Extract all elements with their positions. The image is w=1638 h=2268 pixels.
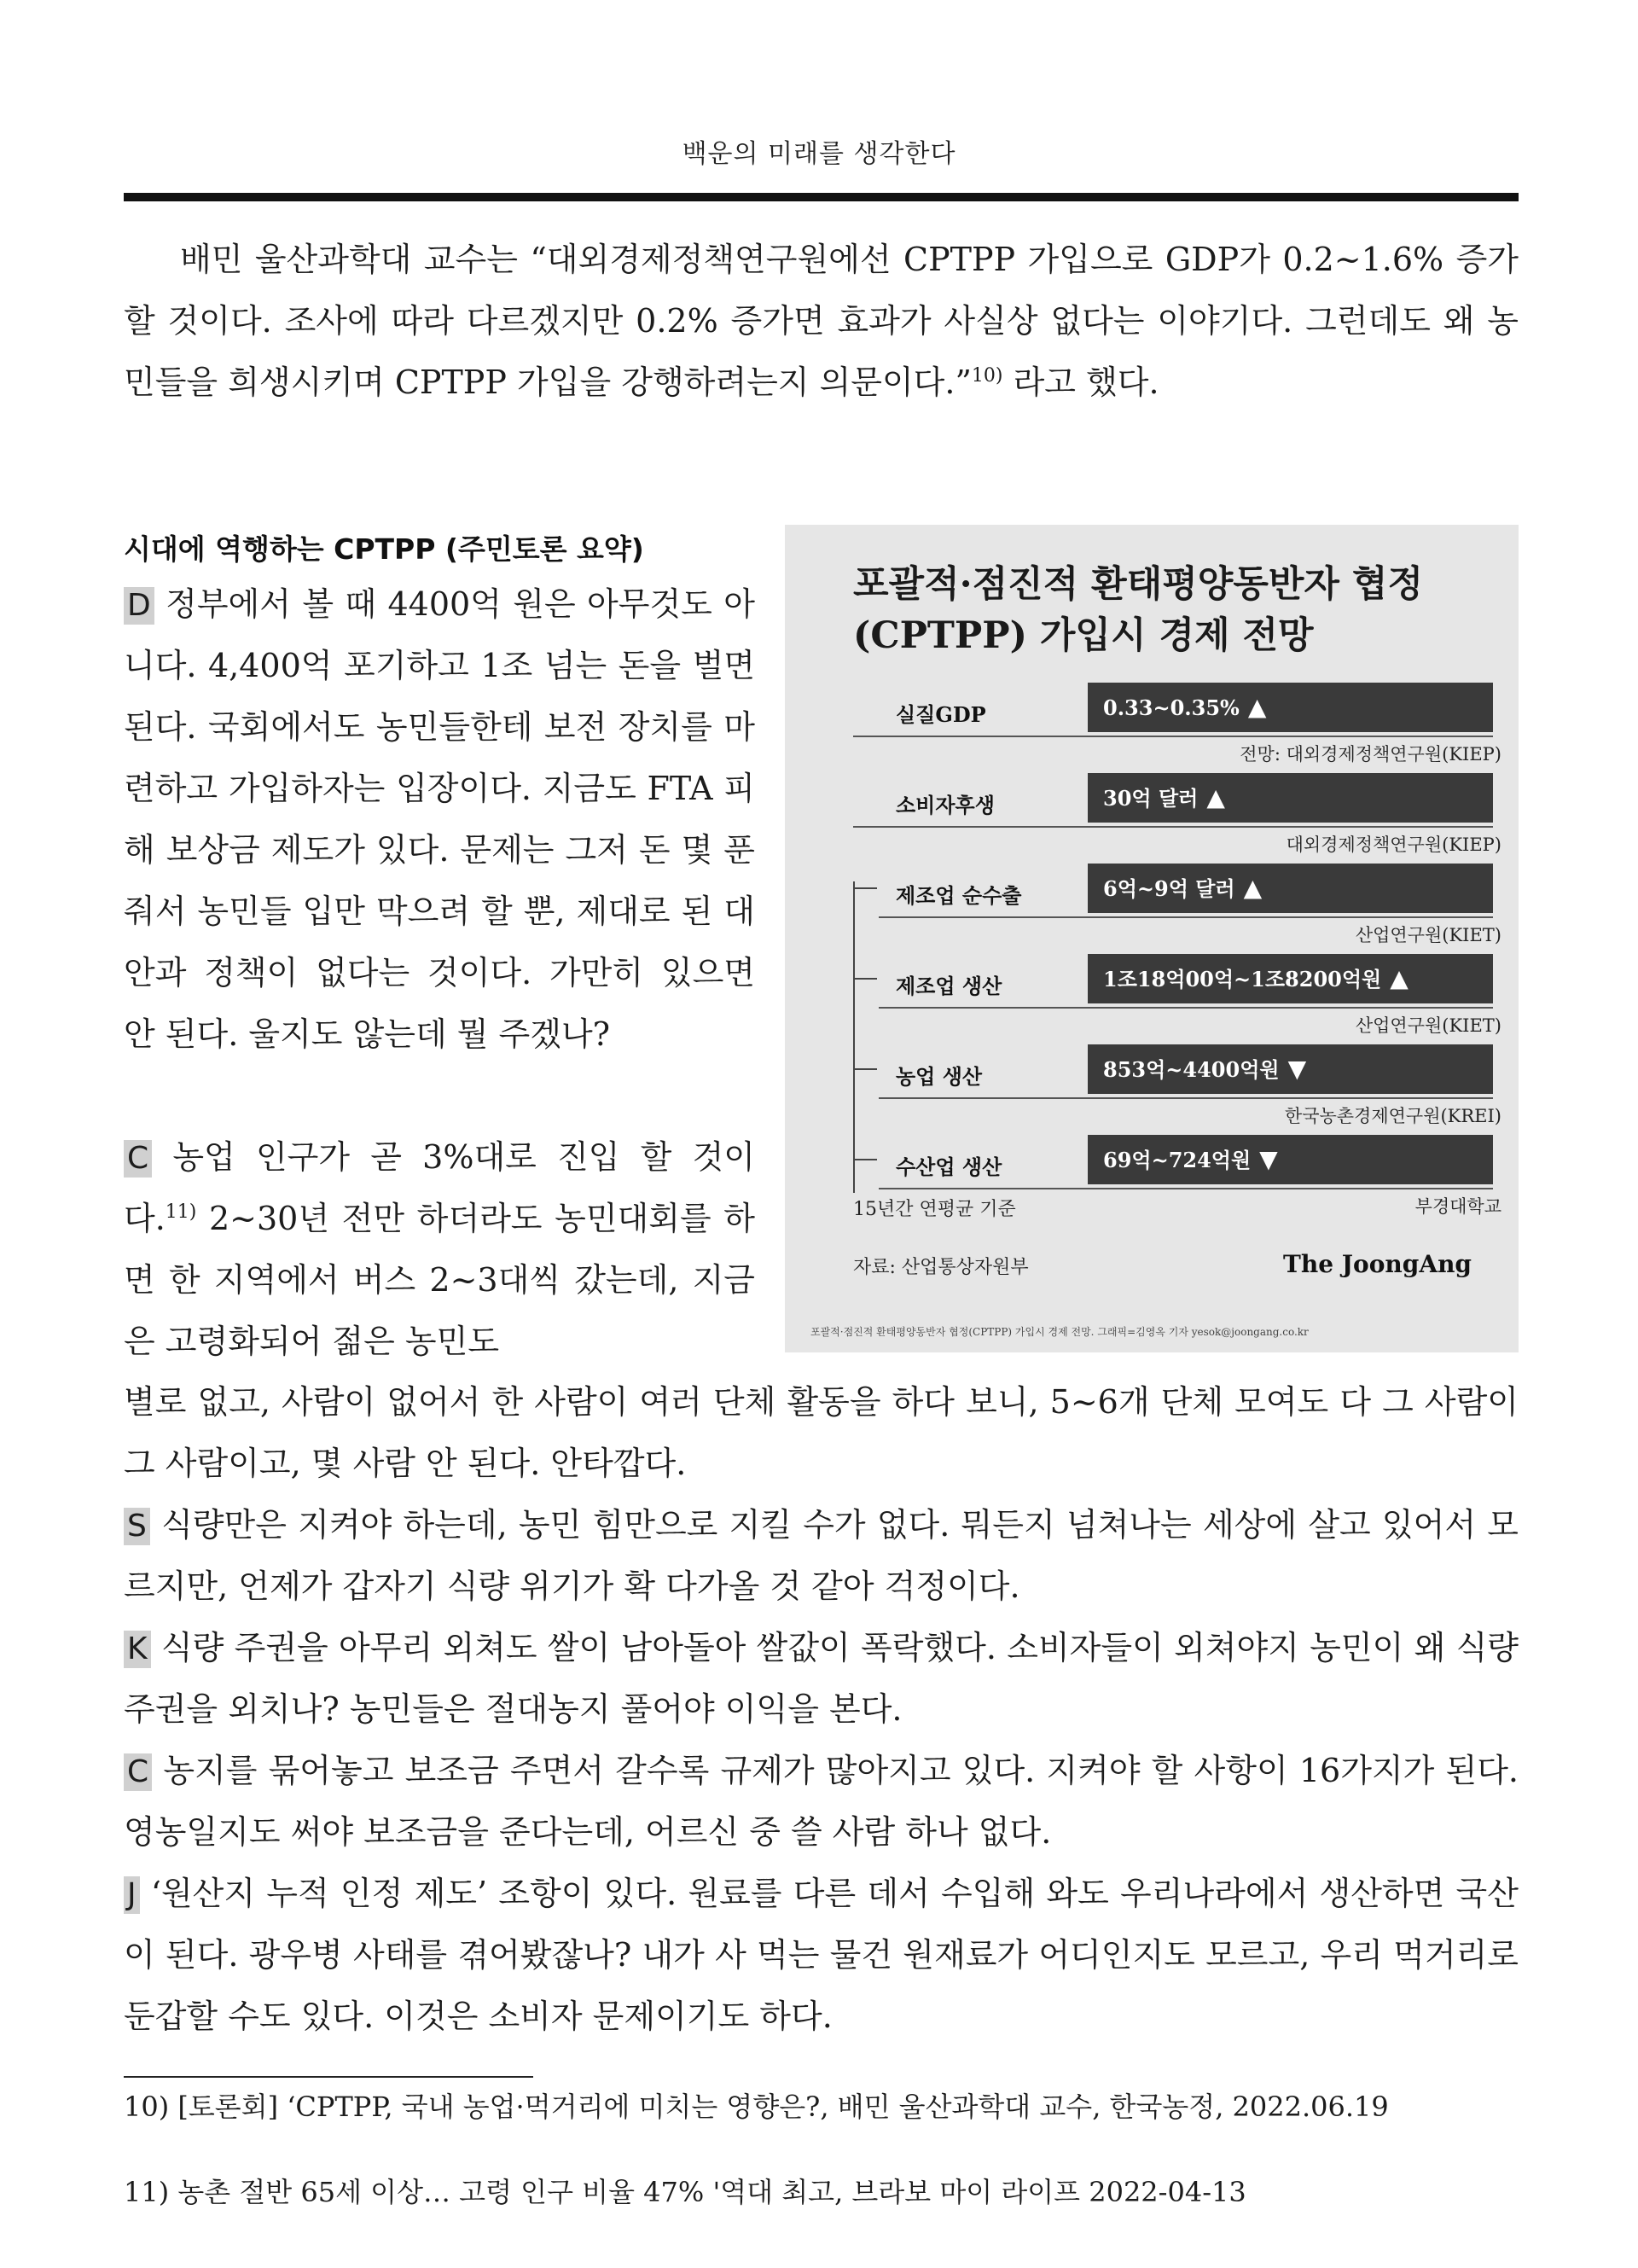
section-heading: 시대에 역행하는 CPTPP (주민토론 요약) [124,532,644,566]
footnote-text: [토론회] ‘CPTPP, 국내 농업·먹거리에 미치는 영향은?, 배민 울산과학대 교수, 한국농정, 2022.06.19 [177,2091,1389,2123]
dialogue-text: 농업 인구가 곧 3%대로 진입 할 것이다. [124,1138,755,1237]
dialogue-s [124,1494,1519,1617]
row-source: 대외경제정책연구원(KIEP) [1286,835,1502,855]
footnote-number: 11) [124,2176,170,2208]
row-source: 산업연구원(KIET) [1355,1015,1502,1036]
row-divider [879,1097,1493,1099]
figure-title [853,559,1502,661]
intro-end: 라고 했다. [1013,363,1159,401]
figure-note: 15년간 연평균 기준 [853,1199,1016,1220]
speaker-badge: C [124,1753,152,1791]
dialogue-text: 식량 주권을 아무리 외쳐도 쌀이 남아돌아 쌀값이 폭락했다. 소비자들이 외쳐야지 농민이 왜 식량 주권을 외치나? 농민들은 절대농지 풀어야 이익을 본다. [124,1629,1519,1728]
row-divider [879,1188,1493,1189]
row-value: 30억 달러 [1103,786,1199,811]
row-label: 실질GDP [896,702,986,727]
dialogue-text-cont: 별로 없고, 사람이 없어서 한 사람이 여러 단체 활동을 하다 보니, 5~6개 단체 모여도 다 그 사람이 그 사람이고, 몇 사람 안 된다. 안타깝다. [124,1383,1519,1482]
row-source: 산업연구원(KIET) [1355,925,1502,945]
footnote-ref-11: 11) [165,1201,197,1223]
row-divider [879,916,1493,918]
row-source: 전망: 대외경제정책연구원(KIEP) [1240,744,1502,765]
dialogue-k [124,1617,1519,1740]
row-value-bar [1088,1044,1493,1094]
dialogue-j [124,1863,1519,2047]
footnote-text: 농촌 절반 65세 이상… 고령 인구 비율 47% '역대 최고, 브라보 마이 라이프 2022-04-13 [177,2176,1246,2208]
row-divider [879,1007,1493,1009]
dialogue-text: 농지를 묶어놓고 보조금 주면서 갈수록 규제가 많아지고 있다. 지켜야 할 사항이 16가지가 된다. 영농일지도 써야 보조금을 준다는데, 어르신 중 쓸 사람 하나 없다. [124,1752,1519,1851]
dialogue-c1-continued [124,1371,1519,1494]
arrow-down-icon: ▼ [1287,1055,1307,1083]
speaker-badge: D [124,587,154,625]
footnote-10 [124,2089,1600,2125]
row-value: 69억~724억원 [1103,1148,1252,1172]
running-header: 백운의 미래를 생각한다 [682,139,956,169]
bracket-tick [853,1159,877,1160]
figure-title-line2: (CPTPP) 가입시 경제 전망 [853,614,1314,657]
figure-brand-logo: The JoongAng [1283,1250,1472,1278]
row-label: 수산업 생산 [896,1154,1002,1179]
row-value: 1조18억00억~1조8200억원 [1103,967,1382,992]
figure-title-line1: 포괄적·점진적 환태평양동반자 협정 [853,563,1423,606]
footnote-ref-10: 10) [971,365,1003,387]
arrow-up-icon: ▲ [1243,874,1263,902]
figure-caption: 포괄적·점진적 환태평양동반자 협정(CPTPP) 가입시 경제 전망. 그래픽=김영옥 기자 yesok@joongang.co.kr [810,1326,1309,1338]
dialogue-c1 [124,1126,755,1372]
arrow-up-icon: ▲ [1247,693,1267,721]
row-value-bar [1088,954,1493,1003]
footnote-number: 10) [124,2091,170,2123]
dialogue-text: 식량만은 지켜야 하는데, 농민 힘만으로 지킬 수가 없다. 뭐든지 넘쳐나는 세상에 살고 있어서 모르지만, 언제가 갑자기 식량 위기가 확 다가올 것 같아 걱정이다. [124,1506,1519,1605]
row-value: 6억~9억 달러 [1103,876,1235,901]
row-label: 소비자후생 [896,793,995,817]
dialogue-c2 [124,1740,1519,1863]
arrow-down-icon: ▼ [1259,1145,1278,1173]
speaker-badge: K [124,1631,151,1668]
row-source: 부경대학교 [1414,1196,1502,1217]
row-value: 853억~4400억원 [1103,1057,1280,1082]
footnote-rule [124,2076,533,2078]
speaker-badge: C [124,1140,152,1178]
arrow-up-icon: ▲ [1206,783,1225,811]
bracket-tick [853,978,877,980]
row-divider [853,826,1493,828]
row-label: 제조업 생산 [896,974,1002,998]
arrow-up-icon: ▲ [1390,964,1409,992]
bracket-tick [853,1068,877,1070]
dialogue-text: 정부에서 볼 때 4400억 원은 아무것도 아니다. 4,400억 포기하고 1조 넘는 돈을 벌면 된다. 국회에서도 농민들한테 보전 장치를 마련하고 가입하자는 입장이다. 지금도 FTA 피해 보상금 제도가 있다. 문제는 그저 돈 몇 푼 줘서 농민들 입만 막으려 할 뿐, 제대로 된 대안과 정책이 없다는 것이다. 가만히 있으면 안 된다. 울지도 않는데 뭘 주겠나? [124,585,755,1053]
intro-paragraph [124,229,1519,413]
intro-text: 배민 울산과학대 교수는 “대외경제정책연구원에선 CPTPP 가입으로 GDP가 0.2~1.6% 증가할 것이다. 조사에 따라 다르겠지만 0.2% 증가면 효과가 사실상 없다는 이야기다. 그런데도 왜 농민들을 희생시키며 CPTPP 가입을 강행하려는지 의문이다.” [124,241,1519,401]
row-value-bar [1088,683,1493,732]
dialogue-text-after: 2~30년 전만 하더라도 농민대회를 하면 한 지역에서 버스 2~3대씩 갔는데, 지금은 고령화되어 젊은 농민도 [124,1200,755,1360]
row-label: 제조업 순수출 [896,883,1022,908]
row-divider [853,736,1493,737]
row-value: 0.33~0.35% [1103,695,1240,720]
footnote-11 [124,2174,1519,2210]
bracket-tick [853,887,877,889]
speaker-badge: S [124,1508,150,1545]
row-value-bar [1088,773,1493,823]
dialogue-text: ‘원산지 누적 인정 제도’ 조항이 있다. 원료를 다른 데서 수입해 와도 우리나라에서 생산하면 국산이 된다. 광우병 사태를 겪어봤잖나? 내가 사 먹는 물건 원재료가 어디인지도 모르고, 우리 먹거리로 둔갑할 수도 있다. 이것은 소비자 문제이기도 하다. [124,1875,1519,2035]
figure-data-source: 자료: 산업통상자원부 [853,1257,1029,1278]
dialogue-d [124,573,755,1065]
row-value-bar [1088,864,1493,913]
header-rule [124,193,1519,201]
row-value-bar [1088,1135,1493,1184]
speaker-badge: J [124,1876,140,1914]
figure-bracket [853,881,855,1193]
row-label: 농업 생산 [896,1064,983,1089]
row-source: 한국농촌경제연구원(KREI) [1284,1106,1502,1126]
